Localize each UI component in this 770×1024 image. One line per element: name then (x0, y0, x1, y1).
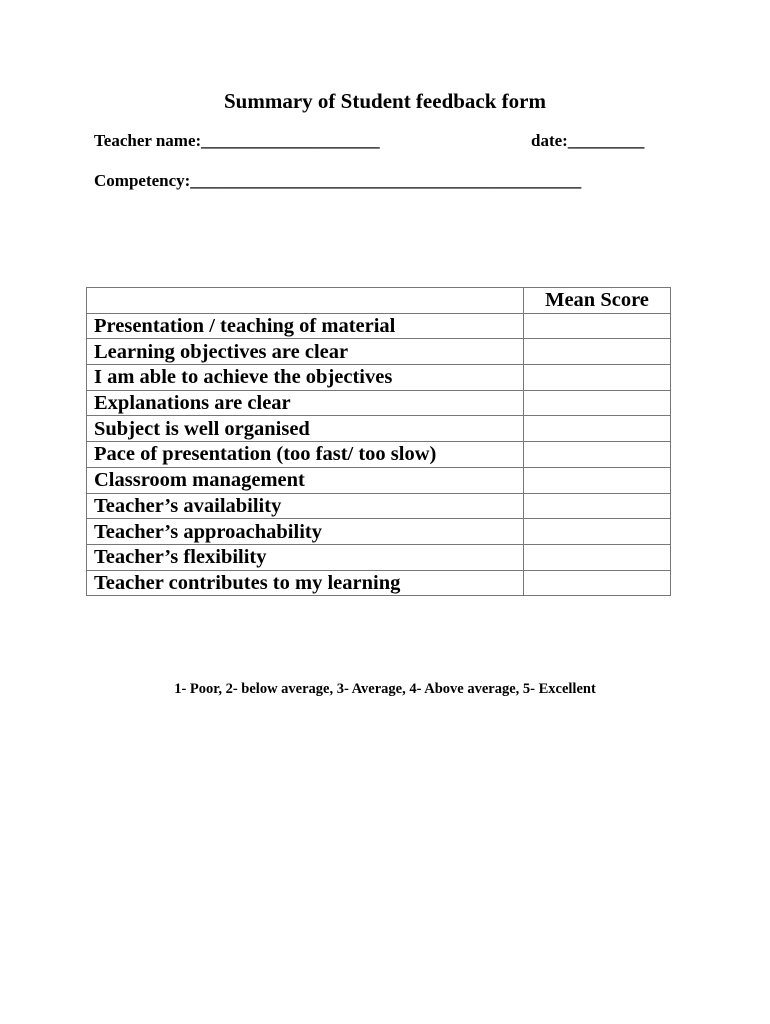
table-row (87, 519, 671, 545)
table-row (87, 493, 671, 519)
table-row (87, 570, 671, 596)
table-row (87, 442, 671, 468)
teacher-name-field: Teacher name:_____________________ (94, 131, 380, 150)
table-row (87, 467, 671, 493)
criterion-cell: Teacher contributes to my learning (87, 570, 524, 596)
form-title: Summary of Student feedback form (224, 89, 546, 113)
mean-score-cell (524, 467, 671, 493)
table-header-row (87, 288, 671, 314)
criterion-cell: Presentation / teaching of material (87, 313, 524, 339)
criterion-cell: I am able to achieve the objectives (87, 365, 524, 391)
criterion-cell: Explanations are clear (87, 390, 524, 416)
criterion-cell: Teacher’s flexibility (87, 544, 524, 570)
table-row (87, 416, 671, 442)
feedback-table (86, 287, 671, 596)
mean-score-cell (524, 519, 671, 545)
mean-score-cell (524, 493, 671, 519)
mean-score-cell (524, 570, 671, 596)
mean-score-cell (524, 313, 671, 339)
mean-score-cell (524, 390, 671, 416)
table-row (87, 544, 671, 570)
criterion-cell: Subject is well organised (87, 416, 524, 442)
table-row (87, 339, 671, 365)
criterion-header-cell (87, 288, 524, 314)
table-row (87, 390, 671, 416)
criterion-cell: Pace of presentation (too fast/ too slow) (87, 442, 524, 468)
mean-score-cell (524, 416, 671, 442)
rating-scale-legend: 1- Poor, 2- below average, 3- Average, 4- Above average, 5- Excellent (174, 681, 596, 697)
table-row (87, 365, 671, 391)
mean-score-cell (524, 544, 671, 570)
table-row (87, 313, 671, 339)
mean-score-cell (524, 442, 671, 468)
mean-score-header: Mean Score (524, 288, 671, 314)
criterion-cell: Classroom management (87, 467, 524, 493)
mean-score-cell (524, 339, 671, 365)
criterion-cell: Teacher’s approachability (87, 519, 524, 545)
date-field: date:_________ (531, 131, 645, 150)
mean-score-cell (524, 365, 671, 391)
competency-field: Competency:______________________________________________ (94, 171, 582, 190)
feedback-table-body (87, 288, 671, 596)
criterion-cell: Teacher’s availability (87, 493, 524, 519)
criterion-cell: Learning objectives are clear (87, 339, 524, 365)
